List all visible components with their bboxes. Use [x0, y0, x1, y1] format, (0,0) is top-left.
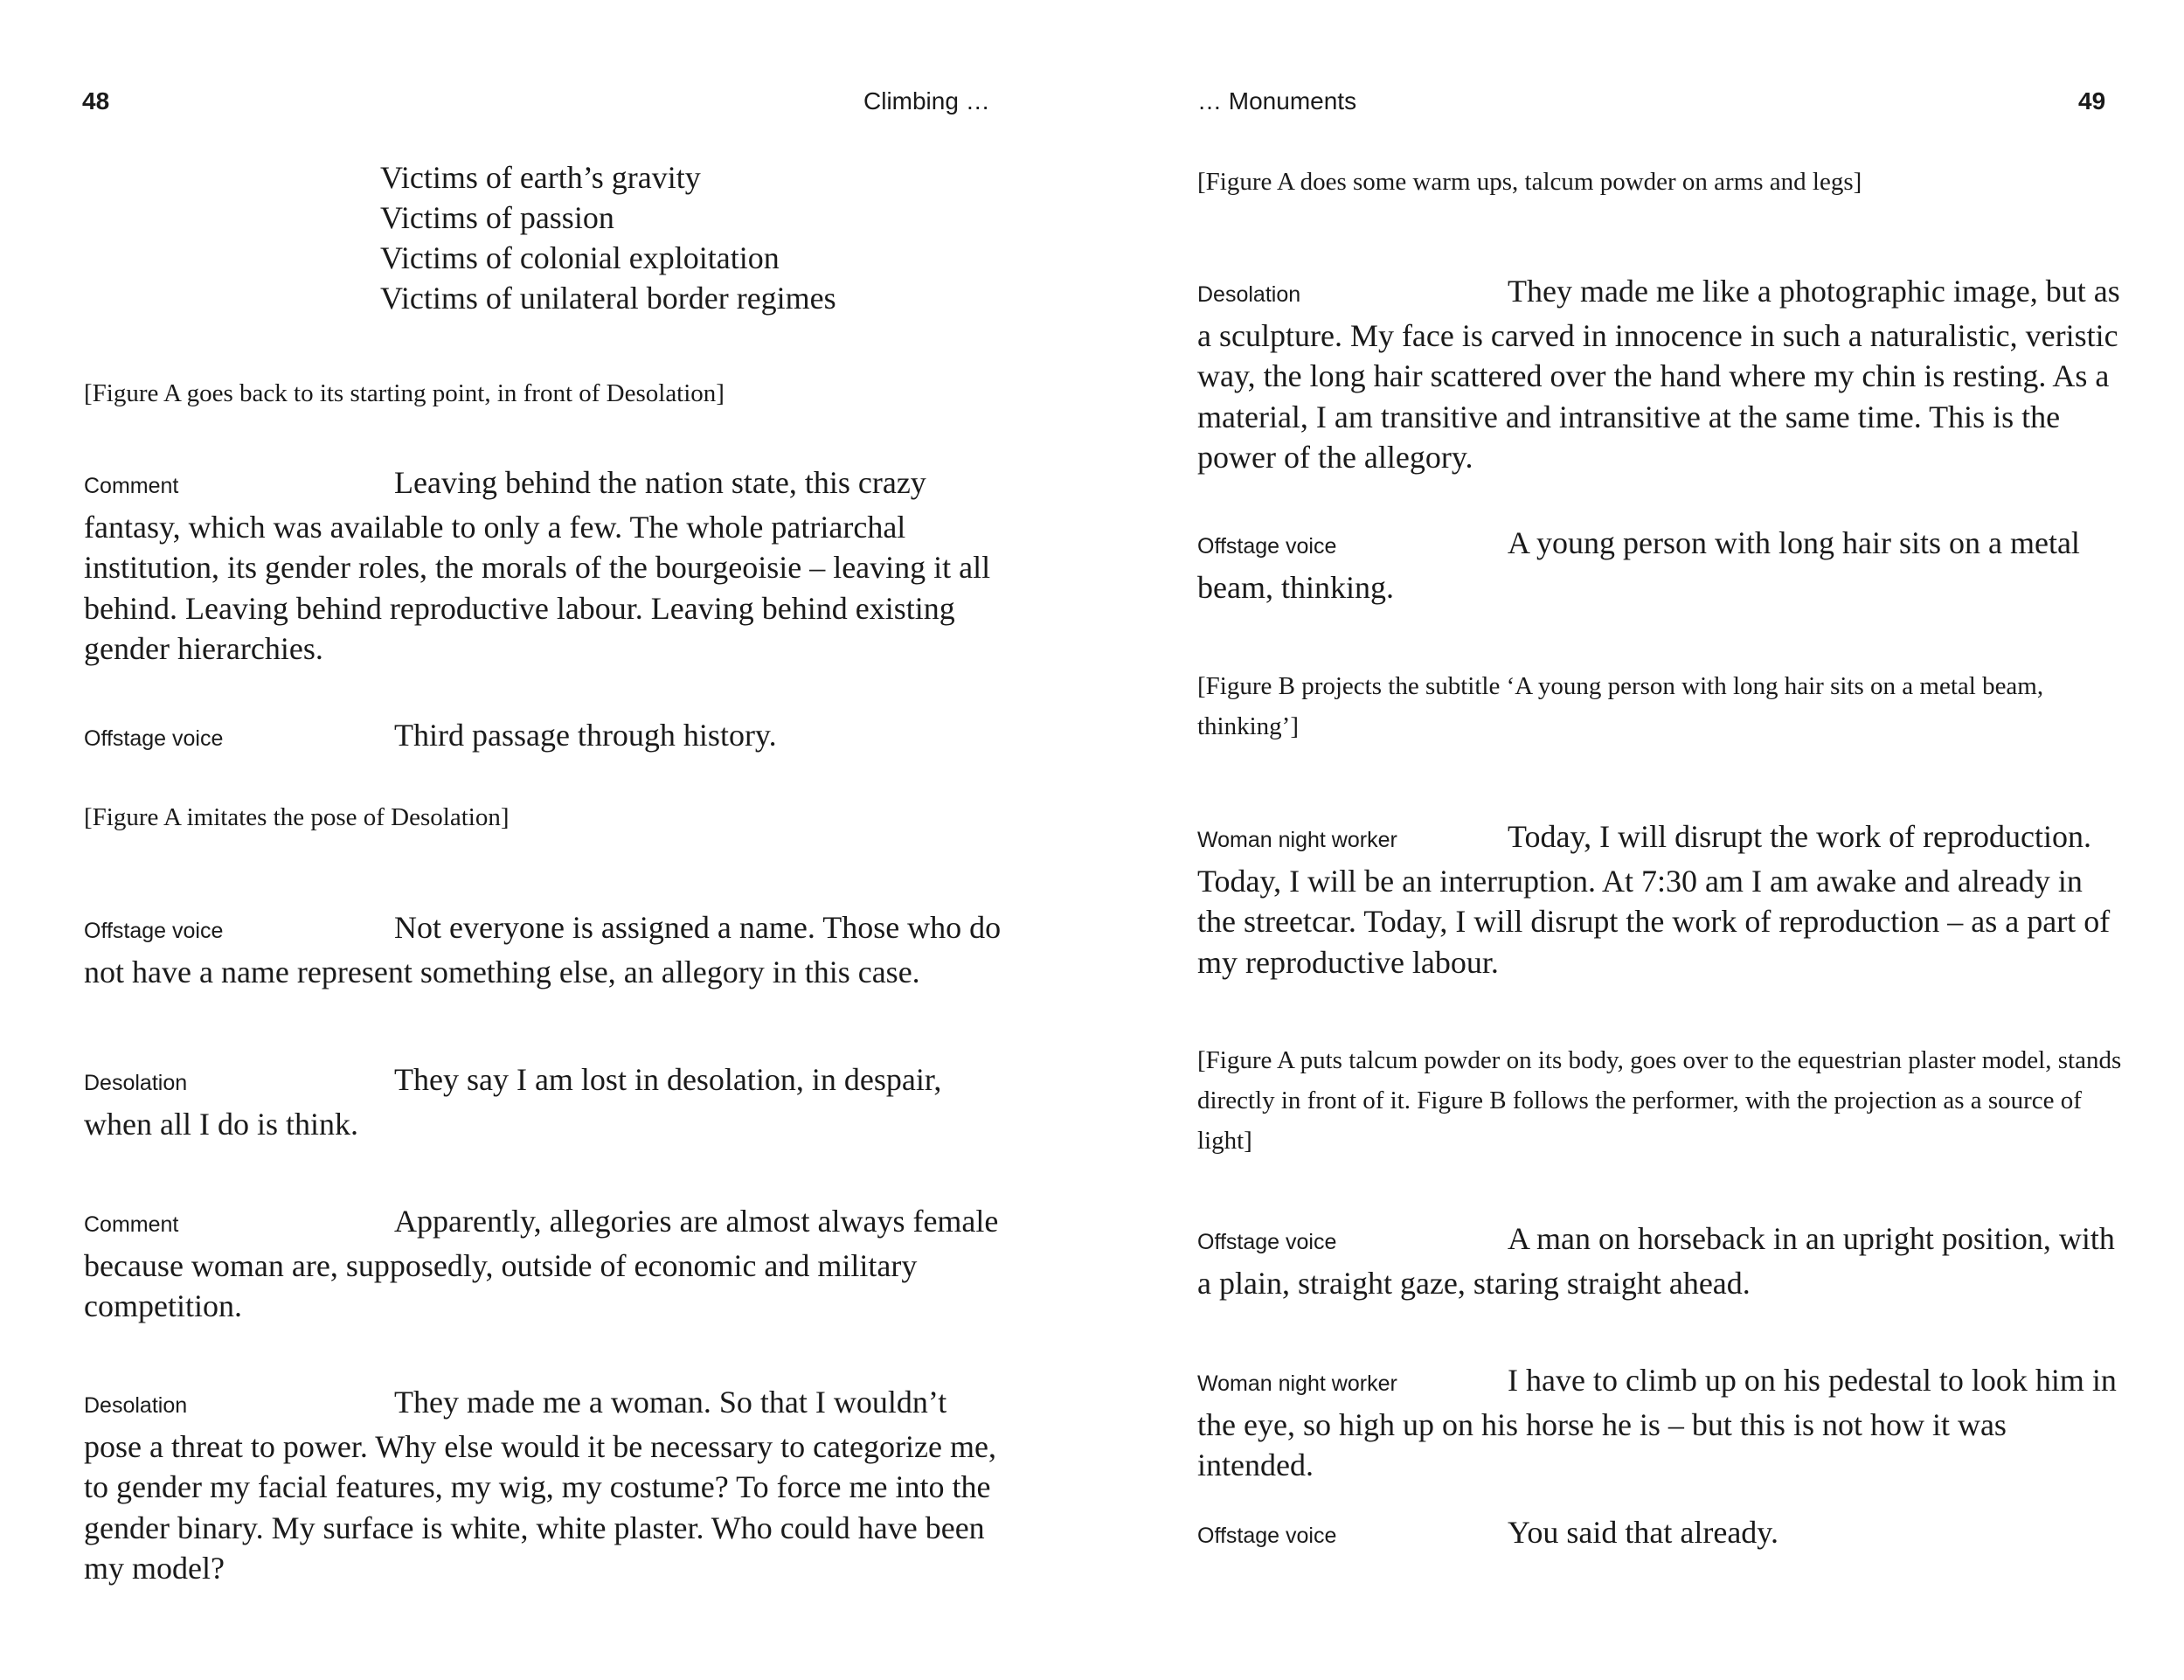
speaker-label: Offstage voice [1197, 1230, 1337, 1254]
verse-line: Victims of passion [380, 200, 614, 235]
speaker-label: Woman night worker [1197, 1371, 1397, 1396]
speaker-label: Desolation [84, 1071, 188, 1095]
dialogue-offstage [84, 715, 1002, 760]
dialogue-offstage [84, 907, 1002, 992]
dialogue-text: They made me like a photographic image, but as a sculpture. My face is carved in innocence in such a naturalistic, veristic way, the long hair scattered over the hand where my chin is resting. As a material, I am transitive and intransitive at the same time. This is the power of the allegory. [1197, 274, 2120, 475]
dialogue-text: They made me a woman. So that I wouldn’t pose a threat to power. Why else would it be necessary to categorize me, to gender my facial features, my wig, my costume? To force me into the gender binary. My surface is white, white plaster. Who could have been my model? [84, 1385, 996, 1586]
stage-direction: [Figure B projects the subtitle ‘A young person with long hair sits on a metal beam, thinking’] [1197, 672, 2044, 740]
dialogue-desolation [84, 1382, 1002, 1589]
page-number: 49 [2078, 87, 2106, 115]
dialogue-woman-night-worker [1197, 1360, 2124, 1486]
speaker-label: Offstage voice [84, 919, 224, 943]
dialogue-text: You said that already. [1508, 1515, 1778, 1550]
dialogue-desolation [84, 1059, 1002, 1144]
speaker-label: Desolation [1197, 282, 1301, 307]
right-page [1092, 0, 2184, 1680]
dialogue-text: Third passage through history. [394, 718, 777, 753]
verse-line: Victims of earth’s gravity [380, 160, 701, 195]
running-head: … Monuments [1197, 87, 1357, 115]
dialogue-comment [84, 462, 1002, 670]
page-number: 48 [82, 87, 110, 115]
stage-direction: [Figure A does some warm ups, talcum powder on arms and legs] [1197, 168, 1862, 196]
stage-direction: [Figure A imitates the pose of Desolation] [84, 803, 510, 831]
verse [380, 157, 836, 318]
verse-line: Victims of unilateral border regimes [380, 281, 836, 316]
dialogue-text: A young person with long hair sits on a metal beam, thinking. [1197, 525, 2080, 605]
speaker-label: Comment [84, 1212, 179, 1237]
dialogue-text: They say I am lost in desolation, in despair, when all I do is think. [84, 1062, 942, 1142]
stage-direction: [Figure A goes back to its starting point, in front of Desolation] [84, 379, 725, 407]
speaker-label: Woman night worker [1197, 828, 1397, 852]
dialogue-text: Apparently, allegories are almost always female because woman are, supposedly, outside of economic and military competition. [84, 1204, 999, 1323]
dialogue-text: Not everyone is assigned a name. Those who do not have a name represent something else, an allegory in this case. [84, 910, 1002, 989]
speaker-label: Offstage voice [1197, 1524, 1337, 1548]
speaker-label: Comment [84, 474, 179, 498]
speaker-label: Desolation [84, 1393, 188, 1418]
dialogue-offstage [1197, 1218, 2124, 1303]
dialogue-desolation [1197, 271, 2124, 478]
speaker-label: Offstage voice [1197, 534, 1337, 559]
dialogue-text: A man on horseback in an upright position, with a plain, straight gaze, staring straight ahead. [1197, 1221, 2115, 1301]
dialogue-text: Today, I will disrupt the work of reproduction. Today, I will be an interruption. At 7:30 am I am awake and already in the streetcar. Today, I will disrupt the work of reproduction – as a part of my reproductive labour. [1197, 819, 2111, 980]
stage-direction: [Figure A puts talcum powder on its body, goes over to the equestrian plaster model, stands directly in front of it. Figure B follows the performer, with the projection as a source of light] [1197, 1046, 2122, 1155]
dialogue-comment [84, 1201, 1002, 1327]
dialogue-offstage [1197, 1512, 2124, 1557]
dialogue-offstage [1197, 523, 2124, 607]
dialogue-text: I have to climb up on his pedestal to look him in the eye, so high up on his horse he is – but this is not how it was intended. [1197, 1363, 2117, 1482]
dialogue-woman-night-worker [1197, 816, 2124, 982]
dialogue-text: Leaving behind the nation state, this crazy fantasy, which was available to only a few. The whole patriarchal institution, its gender roles, the morals of the bourgeoisie – leaving it all behind. Leaving behind reproductive labour. Leaving behind existing gender hierarchies. [84, 465, 991, 666]
running-head: Climbing … [863, 87, 990, 115]
speaker-label: Offstage voice [84, 726, 224, 751]
verse-line: Victims of colonial exploitation [380, 240, 780, 275]
